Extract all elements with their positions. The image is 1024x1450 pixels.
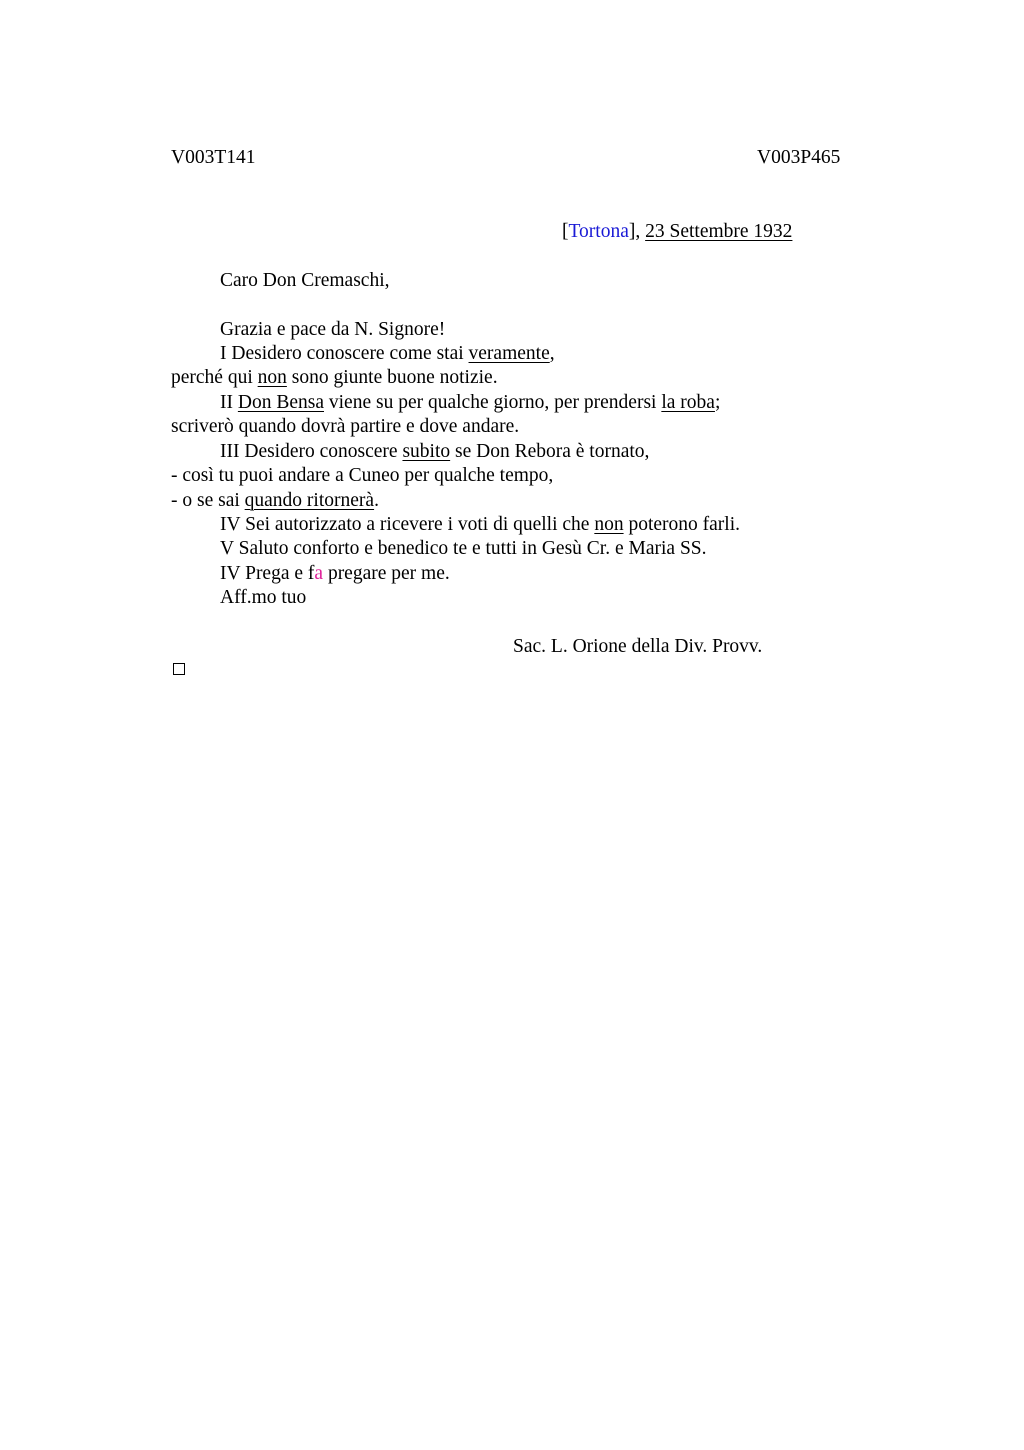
checkbox-square-icon (173, 663, 185, 675)
body-line-5 (220, 440, 649, 464)
text-span: I Desidero conoscere come stai (220, 343, 469, 364)
closing: Aff.mo tuo (220, 587, 307, 608)
text-span: sono giunte buone notizie. (286, 367, 498, 388)
corrected-letter: a (314, 563, 324, 584)
underlined-word: la roba (661, 392, 715, 413)
body-line-3 (220, 391, 720, 415)
body-line-7 (171, 489, 379, 513)
underlined-name: Don Bensa (237, 392, 324, 413)
text-span: poterono farli. (623, 514, 740, 535)
dateline-place: Tortona (568, 221, 629, 242)
dateline-date: 23 Settembre 1932 (645, 221, 793, 242)
text-span: se Don Rebora è tornato, (450, 441, 650, 462)
body-line-4: scriverò quando dovrà partire e dove andare. (171, 416, 520, 437)
document-code-left: V003T141 (171, 147, 256, 168)
text-span: - o se sai (171, 490, 245, 511)
text-span: III Desidero conoscere (220, 441, 403, 462)
text-span: IV Prega e f (220, 563, 315, 584)
body-line-1 (220, 342, 555, 366)
text-span: . (374, 490, 379, 511)
text-span: II (220, 392, 238, 413)
underlined-word: non (594, 514, 624, 535)
document-code-right: V003P465 (757, 147, 841, 168)
text-span: IV Sei autorizzato a ricevere i voti di quelli che (220, 514, 595, 535)
underlined-word: subito (402, 441, 451, 462)
text-span: viene su per qualche giorno, per prendersi (324, 392, 662, 413)
greeting: Grazia e pace da N. Signore! (220, 319, 446, 340)
body-line-9: V Saluto conforto e benedico te e tutti in Gesù Cr. e Maria SS. (220, 538, 707, 559)
dateline-bracket-close: ], (628, 221, 641, 242)
body-line-2 (171, 366, 498, 390)
body-line-10 (220, 562, 450, 586)
underlined-word: veramente (468, 343, 550, 364)
dateline-bracket-open: [ (562, 221, 569, 242)
text-span: perché qui (171, 367, 258, 388)
body-line-8 (220, 513, 740, 537)
text-span: pregare per me. (323, 563, 450, 584)
underlined-word: quando ritornerà (244, 490, 375, 511)
underlined-word: non (257, 367, 287, 388)
body-line-6: - così tu puoi andare a Cuneo per qualche tempo, (171, 465, 554, 486)
salutation: Caro Don Cremaschi, (220, 270, 390, 291)
text-span: , (549, 343, 555, 364)
signature: Sac. L. Orione della Div. Provv. (513, 636, 763, 657)
text-span: ; (714, 392, 721, 413)
dateline (562, 220, 792, 244)
